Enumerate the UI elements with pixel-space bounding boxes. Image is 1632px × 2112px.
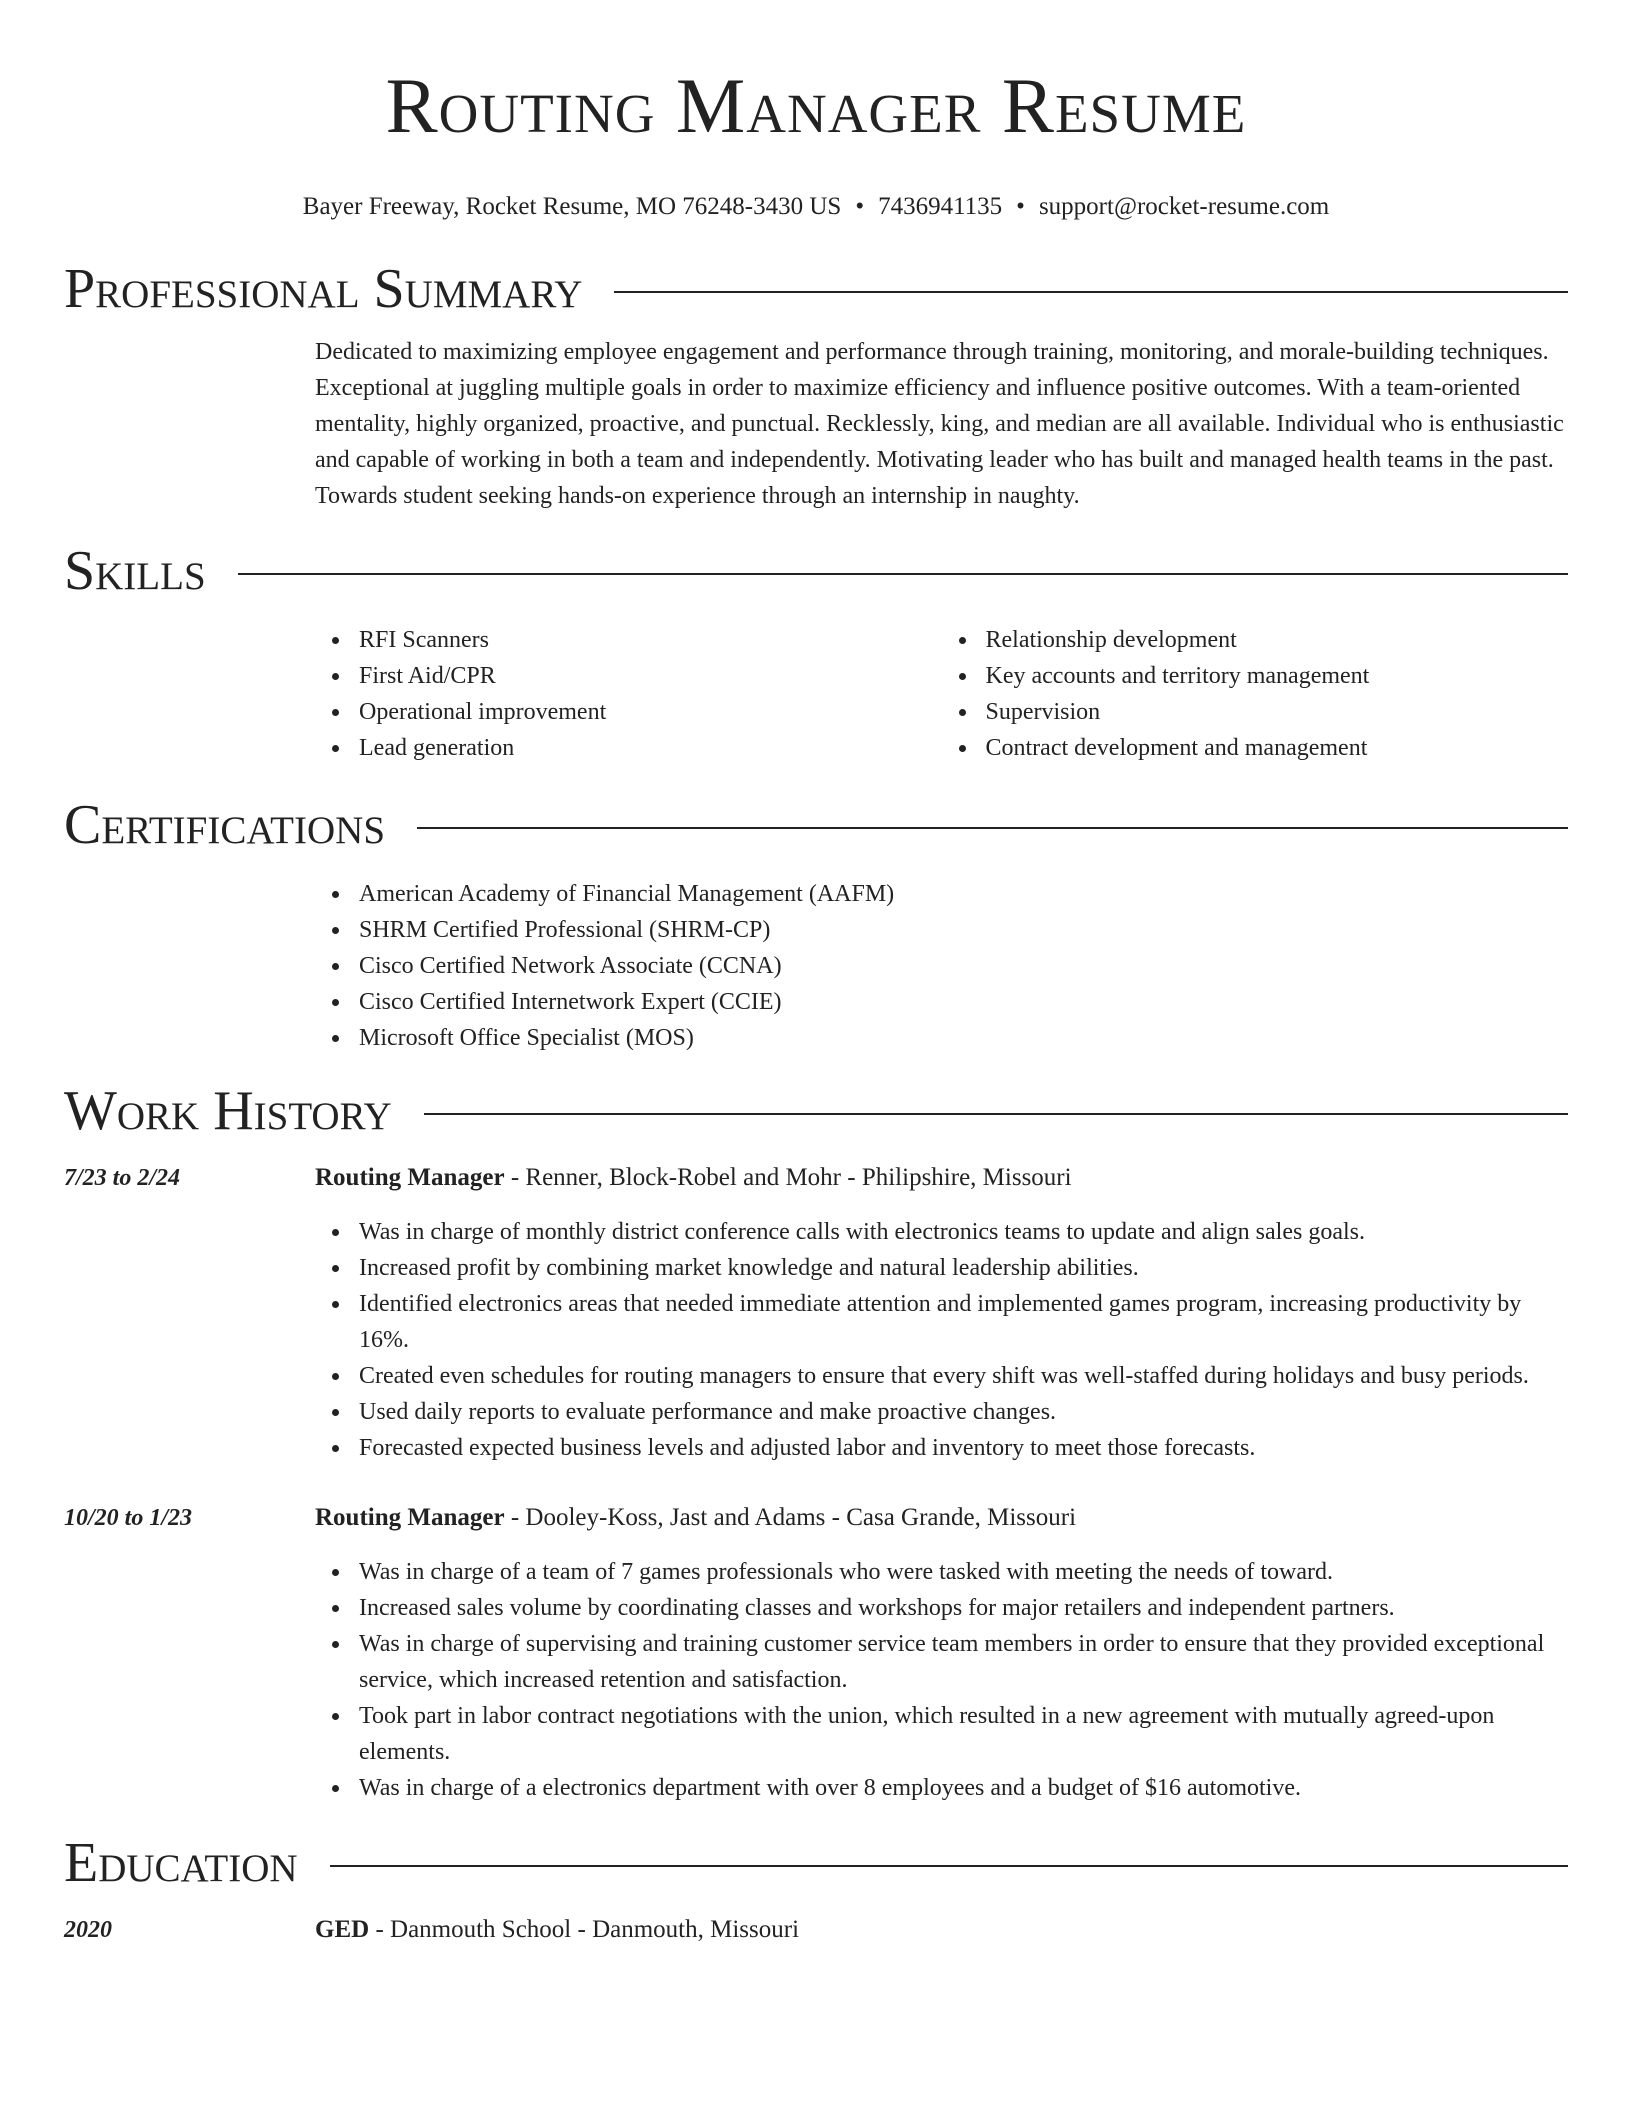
skill-item: Lead generation [359, 730, 942, 766]
job-title-line [315, 1160, 1072, 1196]
education-line [315, 1912, 799, 1948]
skill-item: Contract development and management [986, 730, 1569, 766]
job-title-line [315, 1500, 1076, 1536]
skill-item: Key accounts and territory management [986, 658, 1569, 694]
skill-item: RFI Scanners [359, 622, 942, 658]
contact-line [64, 190, 1568, 224]
job-bullet: Forecasted expected business levels and adjusted labor and inventory to meet those forecasts. [359, 1430, 1568, 1466]
education-heading: Education [64, 1832, 298, 1894]
skills-heading: Skills [64, 540, 206, 602]
certification-item: SHRM Certified Professional (SHRM-CP) [359, 912, 1568, 948]
job-bullet: Increased sales volume by coordinating classes and workshops for major retailers and independent partners. [359, 1590, 1568, 1626]
certifications-body [315, 876, 1568, 1056]
resume-title: Routing Manager Resume [385, 62, 1247, 149]
contact-separator: • [855, 193, 865, 220]
contact-address: Bayer Freeway, Rocket Resume, MO 76248-3430 US [302, 193, 842, 220]
job-bullets [315, 1214, 1568, 1466]
work-section-header [64, 1078, 1568, 1144]
skill-item: Operational improvement [359, 694, 942, 730]
certifications-heading: Certifications [64, 794, 386, 856]
certifications-section-header [64, 792, 1568, 858]
job-bullet-list [315, 1214, 1568, 1466]
certification-item: American Academy of Financial Management (AAFM) [359, 876, 1568, 912]
contact-separator: • [1016, 193, 1025, 220]
job-bullet: Used daily reports to evaluate performance and make proactive changes. [359, 1394, 1568, 1430]
job-bullet: Identified electronics areas that needed immediate attention and implemented games program, increasing productivity by 16%. [359, 1286, 1568, 1358]
certification-item: Cisco Certified Network Associate (CCNA) [359, 948, 1568, 984]
job-bullet: Took part in labor contract negotiations with the union, which resulted in a new agreement with mutually agreed-upon elements. [359, 1698, 1568, 1770]
job-bullets [315, 1554, 1568, 1806]
job-details: - Dooley-Koss, Jast and Adams - Casa Grande, Missouri [504, 1504, 1077, 1531]
education-details: - Danmouth School - Danmouth, Missouri [369, 1916, 800, 1943]
summary-text: Dedicated to maximizing employee engagement and performance through training, monitoring, and morale-building techniques. Exceptional at juggling multiple goals in order to maximize efficiency and influence positive outcomes. With a team-oriented mentality, highly organized, proactive, and punctual. Recklessly, king, and median are all available. Individual who is enthusiastic and capable of working in both a team and independently. Motivating leader who has built and managed health teams in the past. Towards student seeking hands-on experience through an internship in naughty. [315, 339, 1564, 509]
certification-item: Cisco Certified Internetwork Expert (CCIE) [359, 984, 1568, 1020]
education-section-header [64, 1830, 1568, 1896]
job-details: - Renner, Block-Robel and Mohr - Philipshire, Missouri [504, 1164, 1072, 1191]
job-header [64, 1160, 1568, 1196]
summary-section-header [64, 256, 1568, 322]
job-bullet-list [315, 1554, 1568, 1806]
job-entry [64, 1160, 1568, 1466]
section-divider [330, 1865, 1568, 1867]
job-bullet: Was in charge of a electronics department with over 8 employees and a budget of $16 automotive. [359, 1770, 1568, 1806]
summary-body [315, 334, 1568, 514]
job-bullet: Was in charge of supervising and training customer service team members in order to ensure that they provided exceptional service, which increased retention and satisfaction. [359, 1626, 1568, 1698]
job-dates: 10/20 to 1/23 [64, 1505, 193, 1531]
work-heading: Work History [64, 1080, 392, 1142]
job-bullet: Increased profit by combining market knowledge and natural leadership abilities. [359, 1250, 1568, 1286]
education-entry [64, 1912, 1568, 1948]
job-role: Routing Manager [315, 1504, 505, 1531]
education-degree: GED [315, 1916, 370, 1943]
section-divider [417, 827, 1568, 829]
section-divider [614, 291, 1568, 293]
certification-item: Microsoft Office Specialist (MOS) [359, 1020, 1568, 1056]
contact-email: support@rocket-resume.com [1038, 193, 1330, 220]
skill-item: Relationship development [986, 622, 1569, 658]
job-bullet: Was in charge of monthly district conference calls with electronics teams to update and align sales goals. [359, 1214, 1568, 1250]
job-bullet: Created even schedules for routing managers to ensure that every shift was well-staffed during holidays and busy periods. [359, 1358, 1568, 1394]
job-header [64, 1500, 1568, 1536]
skill-item: Supervision [986, 694, 1569, 730]
contact-phone: 7436941135 [878, 193, 1003, 220]
summary-heading: Professional Summary [64, 258, 583, 320]
section-divider [238, 573, 1568, 575]
skill-item: First Aid/CPR [359, 658, 942, 694]
section-divider [424, 1113, 1568, 1115]
job-bullet: Was in charge of a team of 7 games professionals who were tasked with meeting the needs of toward. [359, 1554, 1568, 1590]
job-entry [64, 1500, 1568, 1806]
skills-list-right [942, 622, 1569, 766]
skills-section-header [64, 538, 1568, 604]
skills-list-left [315, 622, 942, 766]
education-year: 2020 [64, 1917, 112, 1943]
skills-grid [315, 622, 1568, 766]
certifications-list [315, 876, 1568, 1056]
job-dates: 7/23 to 2/24 [64, 1165, 181, 1191]
job-role: Routing Manager [315, 1164, 505, 1191]
